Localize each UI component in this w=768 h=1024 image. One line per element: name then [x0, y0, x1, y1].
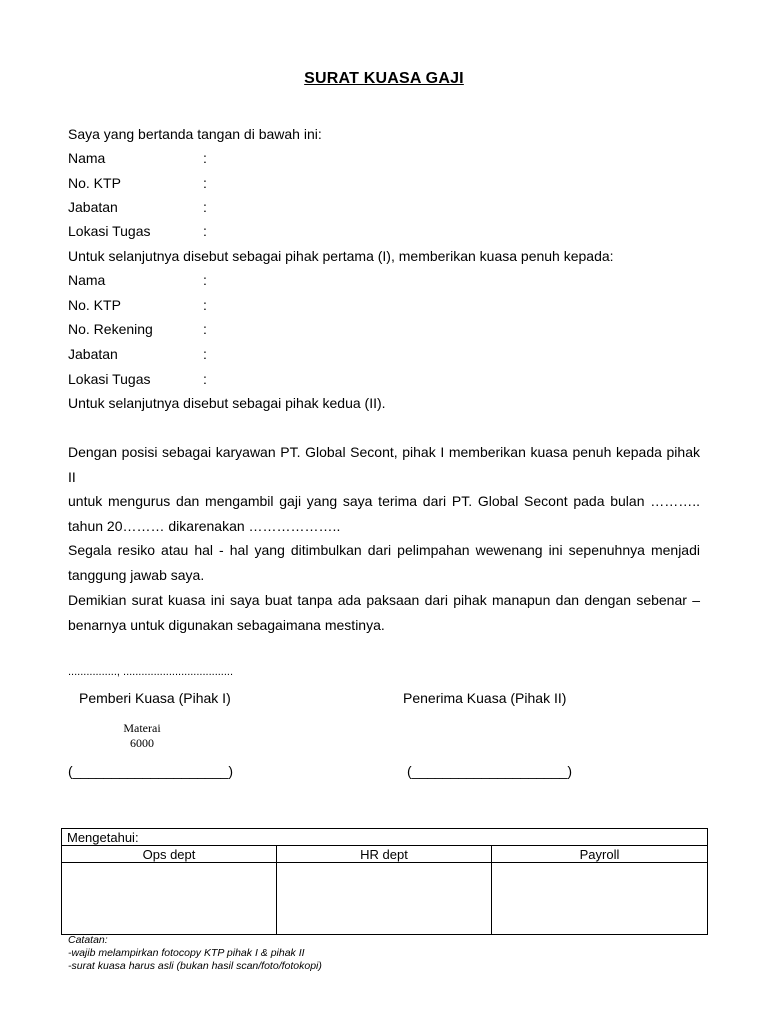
stamp-line-1: Materai	[123, 721, 161, 735]
field-colon: :	[203, 371, 207, 387]
approval-table	[61, 828, 708, 935]
paragraph-closing	[68, 588, 700, 637]
intro-text: Saya yang bertanda tangan di bawah ini:	[68, 126, 322, 142]
field-colon: :	[203, 297, 207, 313]
field-label: No. KTP	[68, 175, 121, 191]
paragraph-line: benarnya untuk digunakan sebagaimana mestinya.	[68, 616, 385, 633]
notes-section	[68, 934, 322, 973]
field-colon: :	[203, 199, 207, 215]
note-item: -wajib melampirkan fotocopy KTP pihak I & pihak II	[68, 947, 305, 959]
stamp-line-2: 6000	[130, 736, 154, 750]
approval-signature-row	[62, 863, 708, 935]
field-label: No. Rekening	[68, 321, 153, 337]
receiver-label: Penerima Kuasa (Pihak II)	[403, 690, 567, 706]
paragraph-line: tahun 20……… dikarenakan ………………..	[68, 517, 341, 534]
field-colon: :	[203, 321, 207, 337]
paragraph-line: Segala resiko atau hal - hal yang ditimbulkan dari pelimpahan wewenang ini sepenuhnya menjadi	[68, 542, 700, 558]
field-colon: :	[203, 346, 207, 362]
paragraph-line: Dengan posisi sebagai karyawan PT. Global Secont, pihak I memberikan kuasa penuh kepada pihak II	[68, 444, 700, 485]
column-hr-dept: HR dept	[277, 846, 492, 863]
giver-signature-line: (____________________)	[68, 763, 234, 779]
ops-signature-cell	[62, 863, 277, 935]
payroll-signature-cell	[492, 863, 708, 935]
first-party-statement: Untuk selanjutnya disebut sebagai pihak pertama (I), memberikan kuasa penuh kepada:	[68, 248, 614, 264]
field-colon: :	[203, 150, 207, 166]
receiver-signature-line: (____________________)	[407, 763, 573, 779]
field-colon: :	[203, 175, 207, 191]
field-colon: :	[203, 272, 207, 288]
giver-label: Pemberi Kuasa (Pihak I)	[79, 690, 231, 706]
field-label: Jabatan	[68, 199, 118, 215]
paragraph-line: tanggung jawab saya.	[68, 566, 205, 583]
approval-columns-row	[62, 846, 708, 863]
field-colon: :	[203, 223, 207, 239]
hr-signature-cell	[277, 863, 492, 935]
paragraph-authorization	[68, 440, 700, 587]
field-label: Nama	[68, 150, 106, 166]
notes-heading: Catatan:	[68, 934, 108, 946]
field-label: Jabatan	[68, 346, 118, 362]
document-title: SURAT KUASA GAJI	[304, 70, 464, 87]
field-label: Nama	[68, 272, 106, 288]
place-date-line: ................, ....................................	[68, 666, 234, 678]
approval-heading: Mengetahui:	[62, 829, 708, 846]
field-label: Lokasi Tugas	[68, 371, 151, 387]
approval-heading-row	[62, 829, 708, 846]
column-ops-dept: Ops dept	[62, 846, 277, 863]
note-item: -surat kuasa harus asli (bukan hasil scan/foto/fotokopi)	[68, 960, 322, 972]
column-payroll: Payroll	[492, 846, 708, 863]
field-label: Lokasi Tugas	[68, 223, 151, 239]
second-party-statement: Untuk selanjutnya disebut sebagai pihak kedua (II).	[68, 395, 386, 411]
paragraph-line: untuk mengurus dan mengambil gaji yang saya terima dari PT. Global Secont pada bulan ………..	[68, 493, 700, 509]
field-label: No. KTP	[68, 297, 121, 313]
stamp-placeholder	[112, 721, 172, 751]
paragraph-line: Demikian surat kuasa ini saya buat tanpa ada paksaan dari pihak manapun dan dengan sebenar –	[68, 592, 700, 608]
